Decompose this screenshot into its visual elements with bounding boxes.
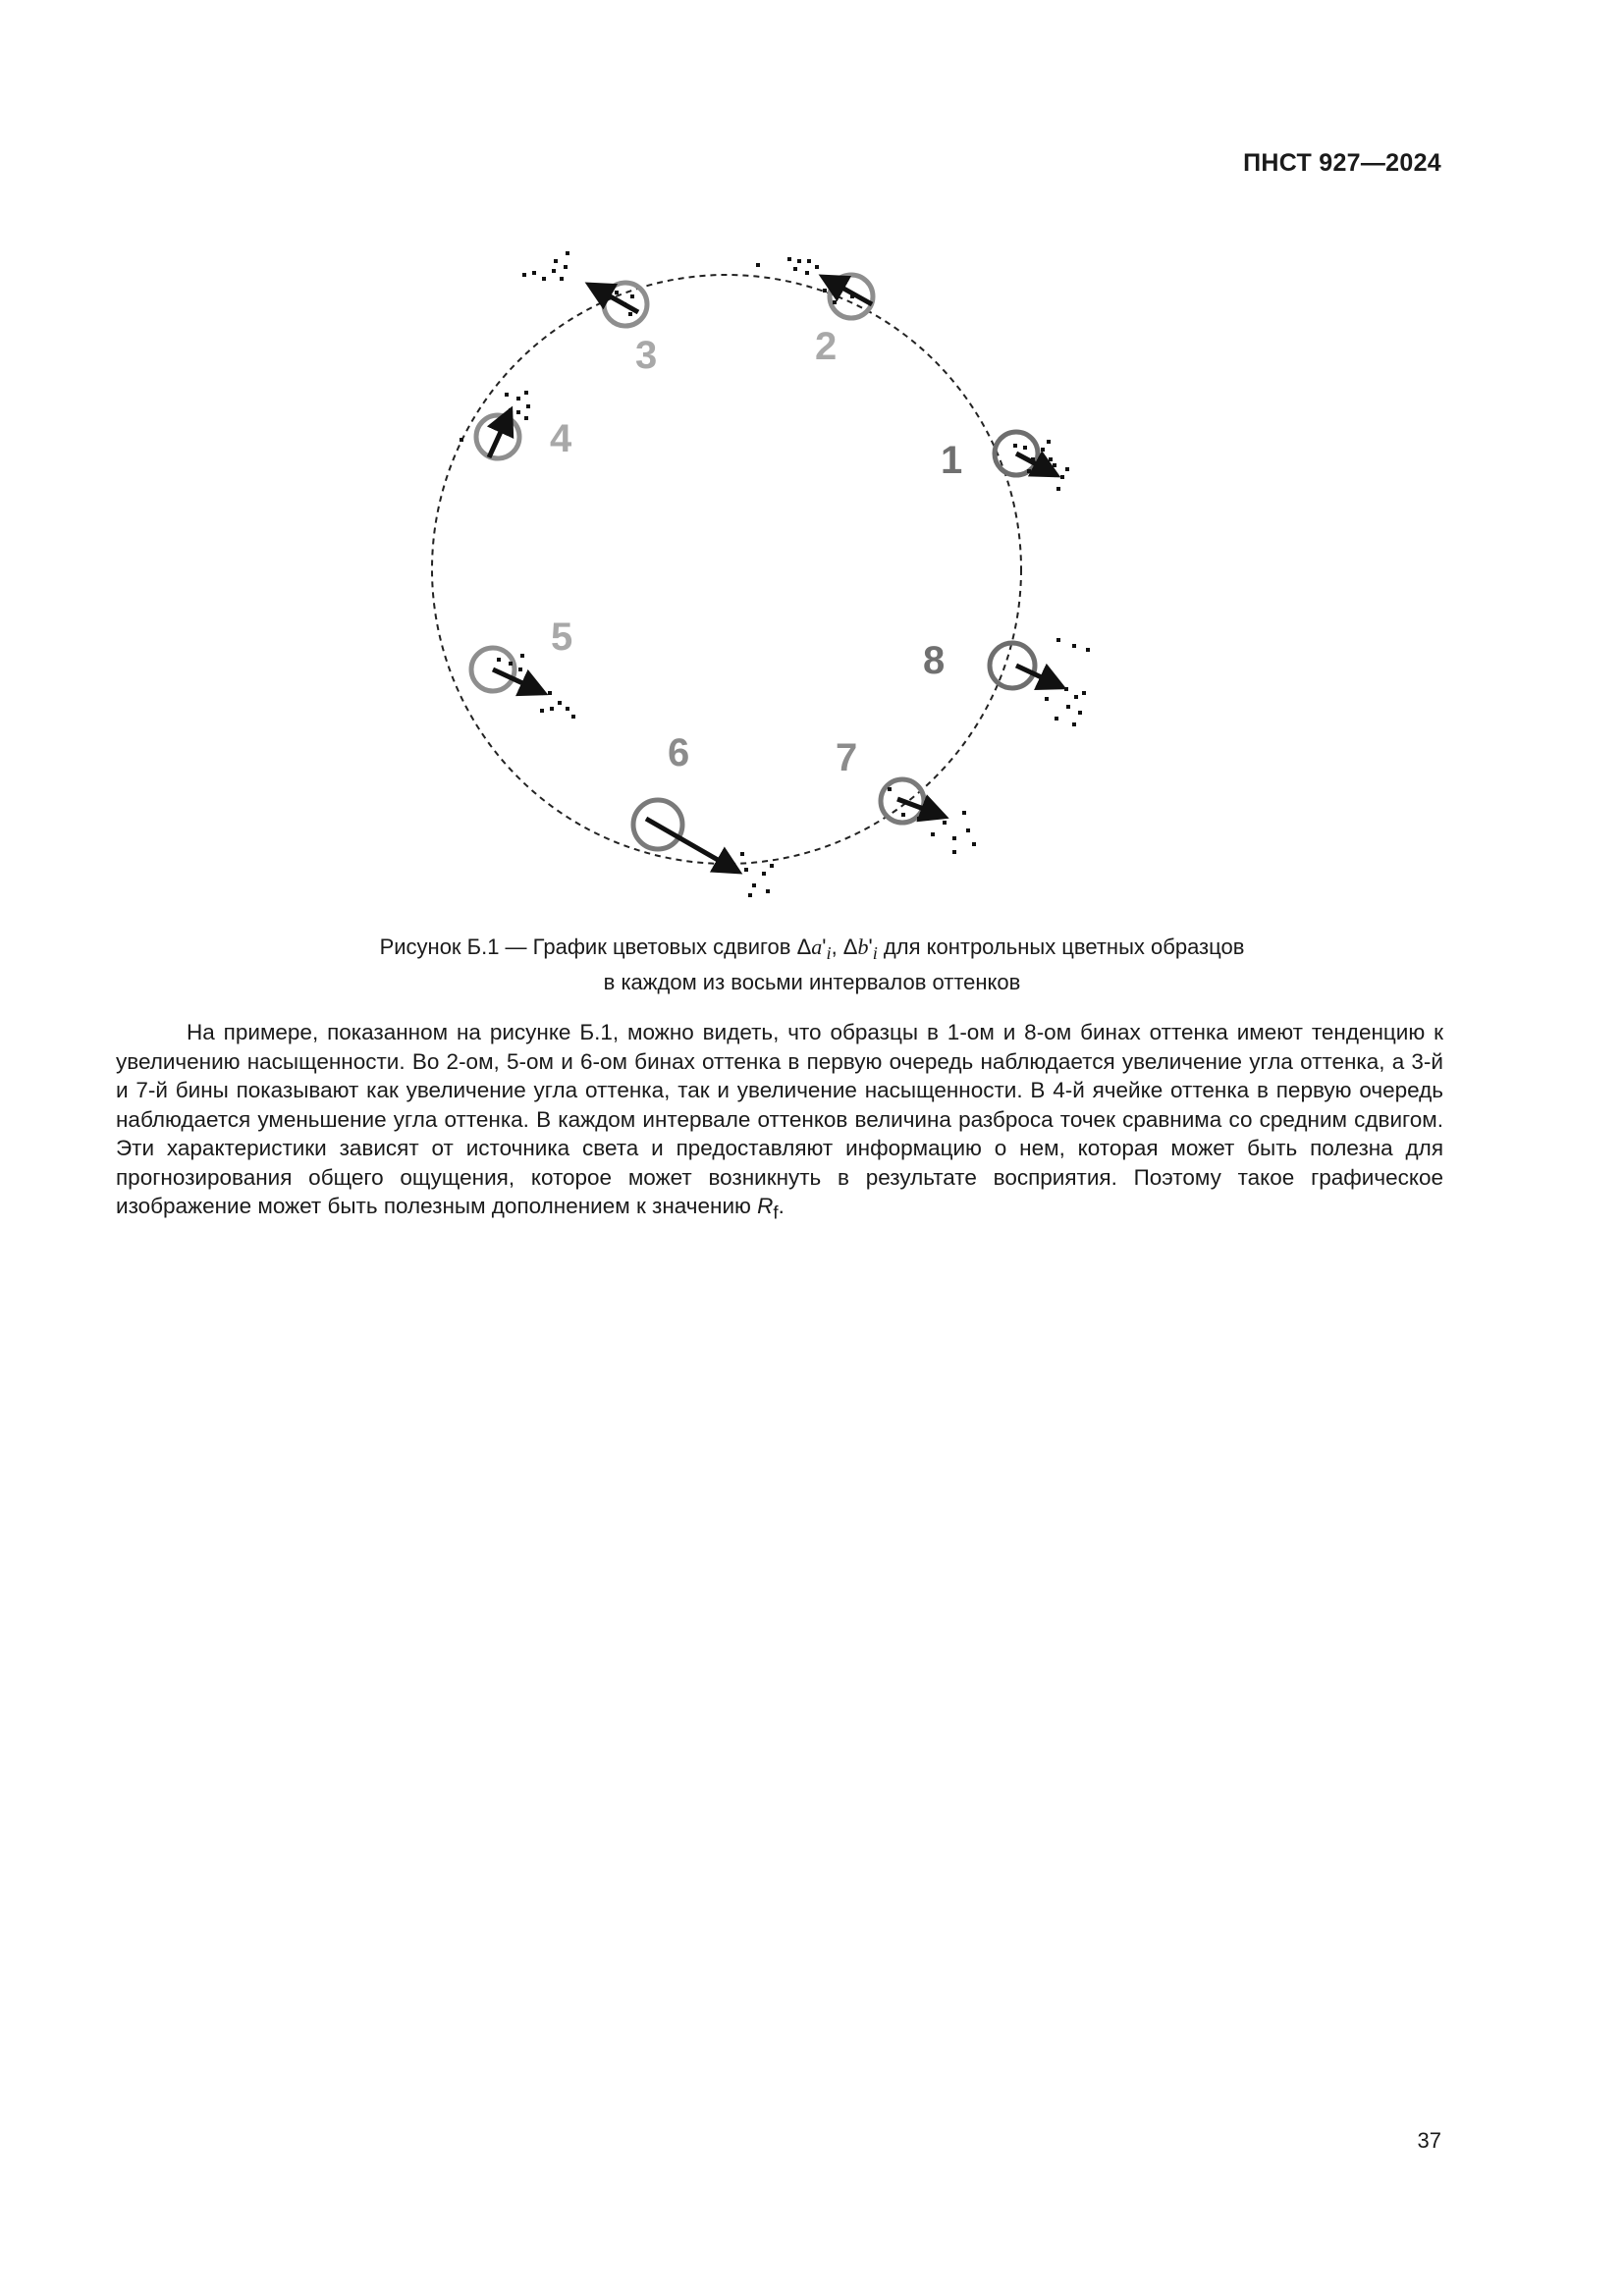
bin-4-group	[460, 391, 572, 460]
figure-caption	[196, 933, 1428, 997]
bin-2-group	[756, 257, 873, 368]
caption-suffix: для контрольных цветных образцов	[877, 934, 1245, 959]
caption-line-2: в каждом из восьми интервалов оттенков	[603, 970, 1021, 995]
page-number: 37	[1417, 2128, 1441, 2153]
bin-8-label: 8	[923, 639, 946, 682]
bin-7-label: 7	[836, 736, 858, 779]
bin-6-scatter	[717, 852, 774, 897]
caption-delta-a: $\Delta a'_i$	[796, 934, 832, 964]
document-code: ПНСТ 927—2024	[1243, 149, 1441, 177]
caption-delta-b: $\Delta b'_i$	[842, 934, 878, 964]
caption-line-1: Рисунок Б.1 — График цветовых сдвигов $\Delta a'_i$, $\Delta b'_i$ для контрольных цветных образцов	[379, 934, 1245, 964]
bin-3-label: 3	[635, 334, 658, 377]
caption-prefix: Рисунок Б.1 — График цветовых сдвигов	[379, 934, 797, 959]
bin-2-label: 2	[815, 325, 838, 368]
rf-symbol: R	[757, 1194, 774, 1218]
bin-4-label: 4	[550, 417, 572, 460]
bin-6-shift-arrow	[646, 819, 738, 872]
bin-8-circle	[990, 643, 1035, 688]
rf-subscript: f	[773, 1201, 779, 1223]
body-paragraph	[116, 1018, 1443, 1227]
paragraph-end: .	[778, 1194, 785, 1218]
bin-5-group	[471, 615, 575, 719]
hue-shift-figure	[422, 236, 1129, 913]
bin-5-label: 5	[551, 615, 573, 659]
bin-1-label: 1	[941, 439, 963, 482]
bin-3-group	[522, 251, 657, 377]
bin-1-group	[941, 432, 1069, 491]
bin-8-group	[923, 638, 1090, 726]
reference-circle	[432, 275, 1021, 864]
bin-6-label: 6	[668, 731, 690, 774]
bin-6-group	[633, 731, 774, 897]
paragraph-text: На примере, показанном на рисунке Б.1, можно видеть, что образцы в 1-ом и 8-ом бинах оттенка имеют тенденцию к увеличению насыщенности. Во 2-ом, 5-ом и 6-ом бинах оттенка в первую очередь наблюдается увеличение угла оттенка, а 3-й и 7-й бины показывают как увеличение угла оттенка, так и увеличение насыщенности. В 4-й ячейке оттенка в первую очередь наблюдается уменьшение угла оттенка. В каждом интервале оттенков величина разброса точек сравнима со средним сдвигом. Эти характеристики зависят от источника света и предоставляют информацию о нем, которая может быть полезна для прогнозирования общего ощущения, которое может возникнуть в результате восприятия. Поэтому такое графическое изображение может быть полезным дополнением к значению	[116, 1020, 1443, 1218]
